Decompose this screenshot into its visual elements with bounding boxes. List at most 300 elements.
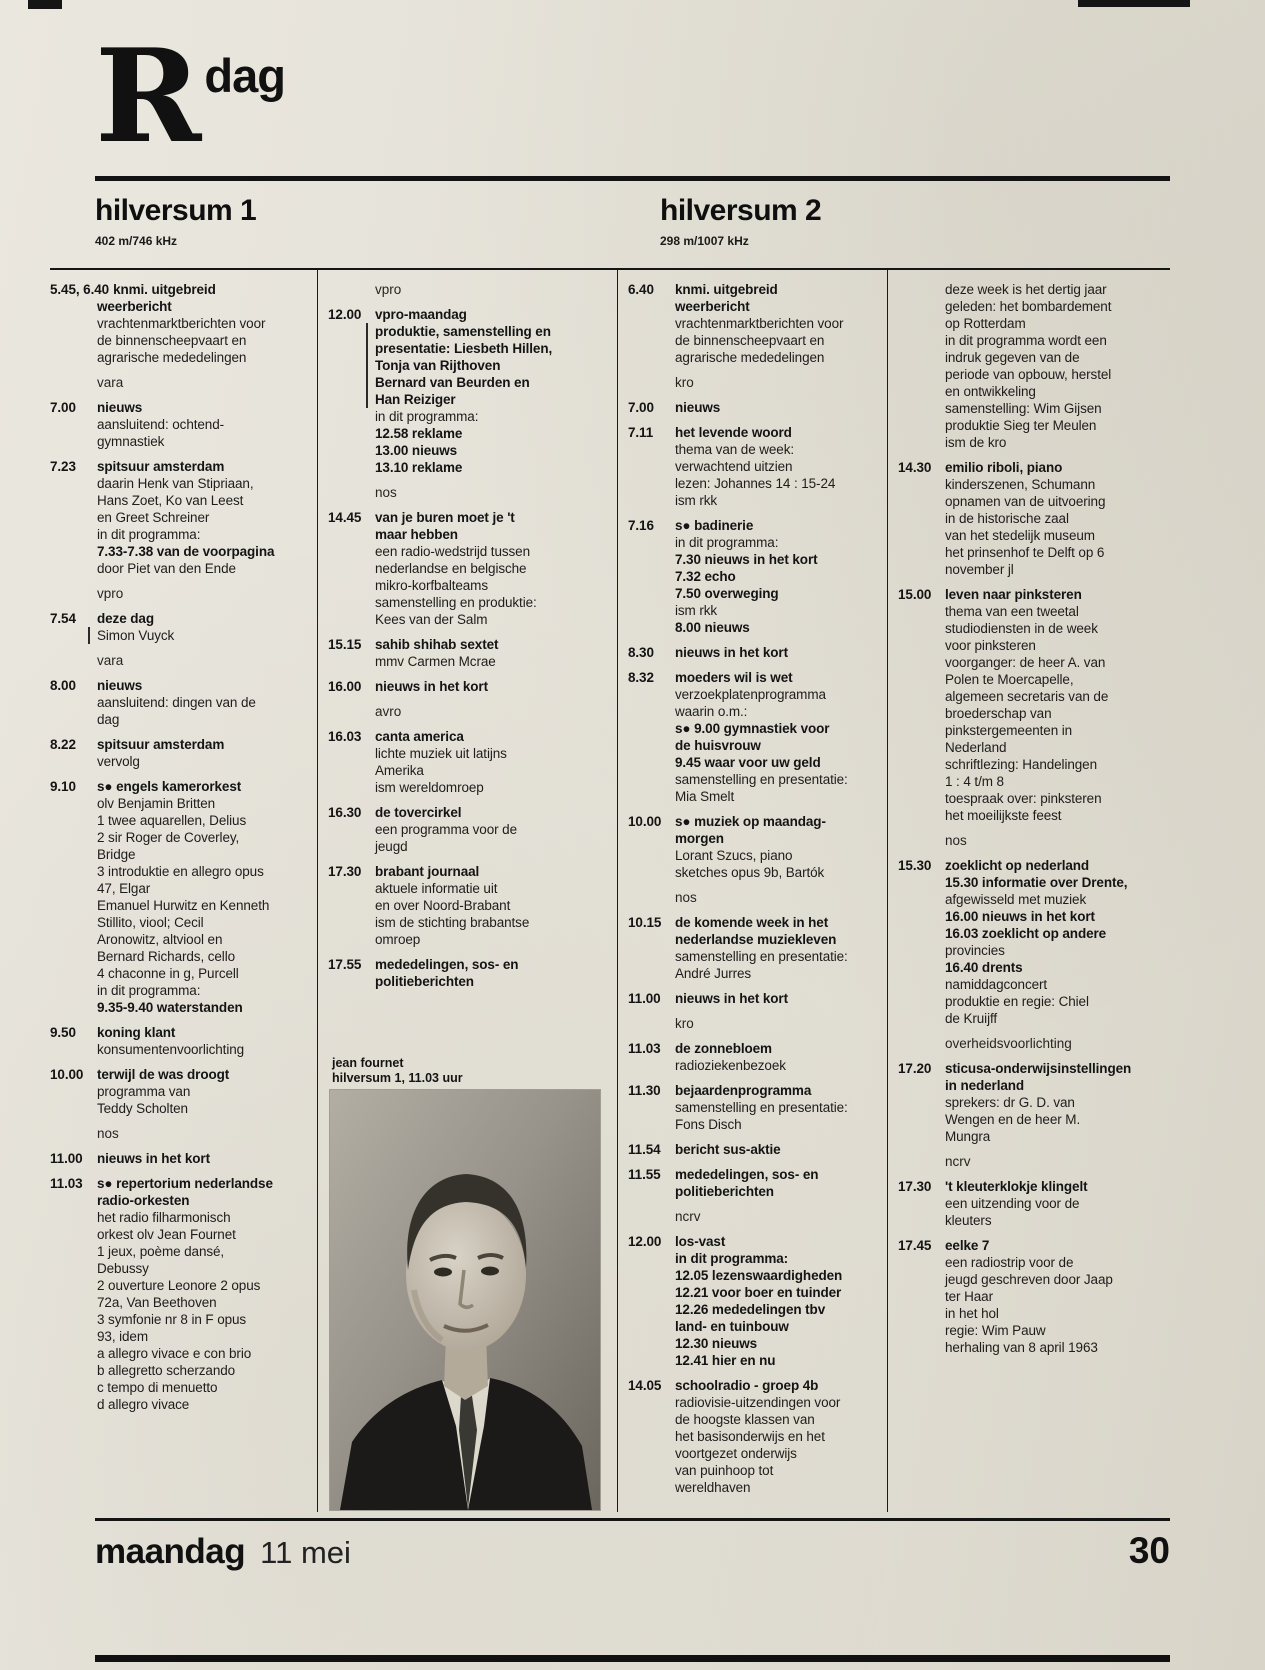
magazine-logo <box>95 22 285 172</box>
program-detail-line: 15.30 informatie over Drente, <box>945 875 1128 890</box>
program-detail-line: in de historische zaal <box>945 511 1069 526</box>
program-time: 12.00 <box>328 307 362 322</box>
program-detail-line: Simon Vuyck <box>88 627 309 644</box>
program-title: knmi. uitgebreid <box>675 282 778 297</box>
page-number: 30 <box>1128 1530 1170 1571</box>
program-title: de tovercirkel <box>375 805 462 820</box>
program-detail-line: 12.41 hier en nu <box>675 1353 776 1368</box>
program-detail-line: de binnenscheepvaart en <box>97 333 247 348</box>
program-title: emilio riboli, piano <box>945 460 1063 475</box>
station-header-hilversum-2 <box>660 194 821 248</box>
header-rule <box>95 176 1170 181</box>
program-entry <box>628 644 879 661</box>
program-title: moeders wil is wet <box>675 670 793 685</box>
program-time: 17.55 <box>328 957 362 972</box>
station-name: hilversum 1 <box>95 194 257 227</box>
program-detail-line: het radio filharmonisch <box>97 1210 231 1225</box>
program-title: los-vast <box>675 1234 726 1249</box>
program-detail-line: het basisonderwijs en het <box>675 1429 825 1444</box>
program-detail-line: wereldhaven <box>675 1480 751 1495</box>
program-detail-line: 4 chaconne in g, Purcell <box>97 966 239 981</box>
program-detail-line: op Rotterdam <box>945 316 1026 331</box>
program-detail-line: produktie en regie: Chiel <box>945 994 1089 1009</box>
schedule-column <box>618 270 888 1512</box>
program-detail-line: d allegro vivace <box>97 1397 190 1412</box>
program-time: 11.00 <box>628 991 661 1006</box>
program-detail-line: konsumentenvoorlichting <box>97 1042 245 1057</box>
program-detail-line: Wengen en de heer M. <box>945 1112 1081 1127</box>
schedule-column <box>888 270 1170 1512</box>
program-time: 11.30 <box>628 1083 661 1098</box>
program-detail-line: Nederland <box>945 740 1007 755</box>
program-detail-line: in dit programma wordt een <box>945 333 1107 348</box>
program-detail-line: een programma voor de <box>375 822 517 837</box>
program-time: 8.30 <box>628 645 654 660</box>
program-title: spitsuur amsterdam <box>97 459 225 474</box>
program-entry <box>628 813 879 881</box>
program-entry <box>328 306 609 476</box>
program-detail-line: de hoogste klassen van <box>675 1412 815 1427</box>
program-detail-line: 47, Elgar <box>97 881 151 896</box>
program-detail-line: Stillito, viool; Cecil <box>97 915 204 930</box>
program-title: nieuws in het kort <box>375 679 488 694</box>
program-detail-line: b allegretto scherzando <box>97 1363 236 1378</box>
program-detail-line: ter Haar <box>945 1289 993 1304</box>
program-detail-line: gymnastiek <box>97 434 165 449</box>
program-detail-line: Bernard Richards, cello <box>97 949 236 964</box>
program-time: 15.00 <box>898 587 932 602</box>
program-detail-line: een radiostrip voor de <box>945 1255 1074 1270</box>
program-time: 11.03 <box>50 1176 83 1191</box>
program-detail-line: 12.05 lezenswaardigheden <box>675 1268 843 1283</box>
program-detail-line: aktuele informatie uit <box>375 881 498 896</box>
program-title: nieuws <box>97 400 143 415</box>
program-detail-line: 12.30 nieuws <box>675 1336 758 1351</box>
program-detail-line: 93, idem <box>97 1329 148 1344</box>
program-detail-line: morgen <box>675 831 724 846</box>
program-detail-line: dag <box>97 712 120 727</box>
program-entry <box>50 610 309 644</box>
station-frequency: 402 m/746 kHz <box>95 234 178 248</box>
program-detail-line: voortgezet onderwijs <box>675 1446 797 1461</box>
program-time: 7.16 <box>628 518 654 533</box>
program-detail-line: in dit programma: <box>675 535 779 550</box>
program-detail-line: voor pinksteren <box>945 638 1036 653</box>
program-time: 10.00 <box>628 814 662 829</box>
program-entry <box>628 281 879 366</box>
program-title: mededelingen, sos- en <box>675 1167 819 1182</box>
program-time: 17.30 <box>328 864 362 879</box>
program-title: vpro-maandag <box>375 307 467 322</box>
photo-caption <box>332 1056 463 1086</box>
program-detail-line: olv Benjamin Britten <box>97 796 216 811</box>
program-detail-line: Aronowitz, altviool en <box>97 932 223 947</box>
program-detail-line: thema van een tweetal <box>945 604 1079 619</box>
program-detail-line: waarin o.m.: <box>675 704 748 719</box>
photo-jean-fournet <box>330 1090 600 1510</box>
program-detail-line: Lorant Szucs, piano <box>675 848 793 863</box>
program-entry <box>328 956 609 990</box>
program-title: brabant journaal <box>375 864 480 879</box>
program-detail-line: studiodiensten in de week <box>945 621 1098 636</box>
program-detail-line: verwachtend uitzien <box>675 459 793 474</box>
program-entry <box>50 458 309 577</box>
program-detail-line: samenstelling en presentatie: <box>675 772 848 787</box>
program-title: bejaardenprogramma <box>675 1083 812 1098</box>
program-entry <box>328 804 609 855</box>
program-title: s● repertorium nederlandse <box>97 1176 273 1191</box>
program-time: 17.30 <box>898 1179 932 1194</box>
program-detail-line: 12.21 voor boer en tuinder <box>675 1285 842 1300</box>
program-detail-line: namiddagconcert <box>945 977 1048 992</box>
program-time: 15.15 <box>328 637 362 652</box>
network-label: ncrv <box>945 1154 971 1169</box>
program-time: 8.32 <box>628 670 654 685</box>
program-detail-line: de huisvrouw <box>675 738 761 753</box>
program-time: 7.54 <box>50 611 76 626</box>
program-detail-line: november jl <box>945 562 1014 577</box>
program-entry <box>50 1150 309 1167</box>
program-detail-line: lezen: Johannes 14 : 15-24 <box>675 476 836 491</box>
program-detail-line: maar hebben <box>375 527 458 542</box>
program-detail-line: verzoekplatenprogramma <box>675 687 826 702</box>
program-detail-line: politieberichten <box>675 1184 774 1199</box>
program-time: 8.22 <box>50 737 76 752</box>
program-entry <box>898 281 1162 451</box>
network-label: vara <box>97 653 124 668</box>
program-entry <box>50 399 309 450</box>
program-time: 12.00 <box>628 1234 662 1249</box>
program-title: nieuws in het kort <box>675 991 788 1006</box>
program-detail-line: jeugd geschreven door Jaap <box>945 1272 1113 1287</box>
program-detail-line: programma van <box>97 1084 191 1099</box>
program-detail-line: van puinhoop tot <box>675 1463 774 1478</box>
footer-day-label: maandag <box>95 1532 246 1571</box>
program-title: s● engels kamerorkest <box>97 779 242 794</box>
program-detail-line: Bridge <box>97 847 136 862</box>
program-detail-line: voorganger: de heer A. van <box>945 655 1106 670</box>
bottom-rule <box>95 1655 1170 1662</box>
schedule-grid <box>50 268 1170 1512</box>
program-title: canta america <box>375 729 464 744</box>
program-entry <box>328 678 609 695</box>
program-entry <box>898 857 1162 1027</box>
program-title: nieuws <box>97 678 143 693</box>
program-detail-line: in dit programma: <box>375 409 479 424</box>
program-detail-line: Hans Zoet, Ko van Leest <box>97 493 244 508</box>
program-detail-line: 12.58 reklame <box>375 426 463 441</box>
program-detail-line: in het hol <box>945 1306 999 1321</box>
program-detail-line: radio-orkesten <box>97 1193 190 1208</box>
program-detail-line: 2 ouverture Leonore 2 opus <box>97 1278 261 1293</box>
program-detail-line: 7.50 overweging <box>675 586 779 601</box>
network-label: vpro <box>97 586 124 601</box>
program-detail-line: van het stedelijk museum <box>945 528 1095 543</box>
program-detail-line: een radio-wedstrijd tussen <box>375 544 530 559</box>
program-detail-line: orkest olv Jean Fournet <box>97 1227 236 1242</box>
program-detail-line: pinkstergemeenten in <box>945 723 1073 738</box>
program-detail-line: Polen te Moercapelle, <box>945 672 1074 687</box>
program-detail-line: ism de stichting brabantse <box>375 915 530 930</box>
program-time <box>898 281 945 298</box>
program-title: koning klant <box>97 1025 176 1040</box>
program-detail-line: André Jurres <box>675 966 752 981</box>
program-time: 11.55 <box>628 1167 661 1182</box>
schedule-column <box>318 270 618 1512</box>
program-detail-line: vrachtenmarktberichten voor <box>97 316 266 331</box>
program-detail-line: kleuters <box>945 1213 992 1228</box>
program-detail-line: ism wereldomroep <box>375 780 484 795</box>
program-detail-line: ism rkk <box>675 603 718 618</box>
program-time: 15.30 <box>898 858 932 873</box>
program-detail-line: nederlandse muziekleven <box>675 932 837 947</box>
program-entry <box>628 990 879 1007</box>
program-title: sahib shihab sextet <box>375 637 499 652</box>
program-detail-line: algemeen secretaris van de <box>945 689 1109 704</box>
program-entry <box>628 399 879 416</box>
network-label: vpro <box>375 282 402 297</box>
program-detail-line: 1 twee aquarellen, Delius <box>97 813 247 828</box>
program-detail-line: 7.30 nieuws in het kort <box>675 552 818 567</box>
station-headers <box>95 194 1170 248</box>
program-entry <box>328 636 609 670</box>
program-time: 7.11 <box>628 425 654 440</box>
program-detail-line: mmv Carmen Mcrae <box>375 654 496 669</box>
station-name: hilversum 2 <box>660 194 822 227</box>
program-time: 9.10 <box>50 779 76 794</box>
network-label: avro <box>375 704 402 719</box>
program-detail-line: agrarische mededelingen <box>97 350 247 365</box>
program-entry <box>898 1178 1162 1229</box>
program-entry <box>628 517 879 636</box>
program-detail-line: periode van opbouw, herstel <box>945 367 1112 382</box>
program-detail-line: en over Noord-Brabant <box>375 898 511 913</box>
program-detail-line: Han Reiziger <box>366 391 609 408</box>
program-detail-line: 9.35-9.40 waterstanden <box>97 1000 243 1015</box>
program-entry <box>628 424 879 509</box>
footer-date-label: 11 mei <box>260 1535 351 1570</box>
network-label: ncrv <box>675 1209 701 1224</box>
program-detail-line: 13.10 reklame <box>375 460 463 475</box>
program-title: s● muziek op maandag- <box>675 814 826 829</box>
program-detail-line: 13.00 nieuws <box>375 443 458 458</box>
program-detail-line: aansluitend: dingen van de <box>97 695 256 710</box>
program-time: 7.00 <box>628 400 654 415</box>
program-detail-line: 16.03 zoeklicht op andere <box>945 926 1107 941</box>
program-detail-line: daarin Henk van Stipriaan, <box>97 476 254 491</box>
program-entry <box>50 1066 309 1117</box>
program-entry <box>628 1141 879 1158</box>
program-detail-line: een uitzending voor de <box>945 1196 1080 1211</box>
program-title: spitsuur amsterdam <box>97 737 225 752</box>
program-time: 7.23 <box>50 459 76 474</box>
network-label: nos <box>375 485 397 500</box>
program-time: 11.03 <box>628 1041 661 1056</box>
program-title: mededelingen, sos- en <box>375 957 519 972</box>
footer <box>95 1530 1170 1572</box>
program-time: 14.30 <box>898 460 932 475</box>
program-detail-line: lichte muziek uit latijns <box>375 746 507 761</box>
program-detail-line: indruk gegeven van de <box>945 350 1080 365</box>
program-title: deze week is het dertig jaar <box>945 282 1107 297</box>
program-time: 11.54 <box>628 1142 661 1157</box>
program-detail-line: sprekers: dr G. D. van <box>945 1095 1075 1110</box>
program-title: s● badinerie <box>675 518 754 533</box>
program-time: 9.50 <box>50 1025 76 1040</box>
program-entry <box>628 1082 879 1133</box>
program-detail-line: broederschap van <box>945 706 1052 721</box>
program-title: eelke 7 <box>945 1238 990 1253</box>
program-detail-line: 1 : 4 t/m 8 <box>945 774 1004 789</box>
program-detail-line: a allegro vivace e con brio <box>97 1346 252 1361</box>
program-detail-line: omroep <box>375 932 421 947</box>
program-detail-line: presentatie: Liesbeth Hillen, <box>366 340 609 357</box>
program-title: bericht sus-aktie <box>675 1142 781 1157</box>
program-detail-line: Kees van der Salm <box>375 612 488 627</box>
footer-rule <box>95 1518 1170 1521</box>
program-entry <box>628 1377 879 1496</box>
network-label: kro <box>675 1016 694 1031</box>
scan-artifact <box>28 0 62 9</box>
program-detail-line: en ontwikkeling <box>945 384 1036 399</box>
program-detail-line: samenstelling en presentatie: <box>675 1100 848 1115</box>
program-time: 17.20 <box>898 1061 932 1076</box>
program-detail-line: schriftlezing: Handelingen <box>945 757 1097 772</box>
program-time: 16.03 <box>328 729 362 744</box>
program-entry <box>50 736 309 770</box>
program-detail-line: vrachtenmarktberichten voor <box>675 316 844 331</box>
program-detail-line: 72a, Van Beethoven <box>97 1295 217 1310</box>
program-detail-line: het moeilijkste feest <box>945 808 1062 823</box>
program-time: 7.00 <box>50 400 76 415</box>
station-header-hilversum-1 <box>95 194 660 248</box>
program-detail-line: 3 symfonie nr 8 in F opus <box>97 1312 247 1327</box>
program-detail-line: regie: Wim Pauw <box>945 1323 1046 1338</box>
program-time: 11.00 <box>50 1151 83 1166</box>
program-title: knmi. uitgebreid <box>113 282 216 297</box>
program-title: schoolradio - groep 4b <box>675 1378 819 1393</box>
program-detail-line: thema van de week: <box>675 442 795 457</box>
program-detail-line: Bernard van Beurden en <box>366 374 609 391</box>
program-time: 17.45 <box>898 1238 932 1253</box>
program-detail-line: Mungra <box>945 1129 991 1144</box>
program-time: 10.15 <box>628 915 662 930</box>
program-title: nieuws <box>675 400 721 415</box>
logo-r-letter: R <box>95 22 199 172</box>
program-detail-line: vervolg <box>97 754 140 769</box>
program-detail-line: 3 introduktie en allegro opus <box>97 864 264 879</box>
program-detail-line: radioziekenbezoek <box>675 1058 786 1073</box>
program-title: terwijl de was droogt <box>97 1067 230 1082</box>
program-entry <box>628 1233 879 1369</box>
program-detail-line: afgewisseld met muziek <box>945 892 1087 907</box>
program-time: 16.00 <box>328 679 362 694</box>
program-entry <box>50 677 309 728</box>
program-detail-line: produktie, samenstelling en <box>366 323 609 340</box>
program-detail-line: 2 sir Roger de Coverley, <box>97 830 240 845</box>
program-detail-line: Mia Smelt <box>675 789 735 804</box>
program-detail-line: aansluitend: ochtend- <box>97 417 224 432</box>
program-detail-line: ism rkk <box>675 493 718 508</box>
program-detail-line: het prinsenhof te Delft op 6 <box>945 545 1105 560</box>
program-detail-line: Fons Disch <box>675 1117 742 1132</box>
program-entry <box>328 728 609 796</box>
program-entry <box>898 1060 1162 1145</box>
program-title: de komende week in het <box>675 915 829 930</box>
program-detail-line: radiovisie-uitzendingen voor <box>675 1395 841 1410</box>
schedule-column <box>50 270 318 1512</box>
program-detail-line: samenstelling: Wim Gijsen <box>945 401 1102 416</box>
program-detail-line: in dit programma: <box>97 527 201 542</box>
program-detail-line: de binnenscheepvaart en <box>675 333 825 348</box>
program-entry <box>628 914 879 982</box>
program-entry <box>50 778 309 1016</box>
program-detail-line: in nederland <box>945 1078 1025 1093</box>
logo-dag-text: dag <box>204 49 285 102</box>
network-label: overheidsvoorlichting <box>945 1036 1072 1051</box>
program-detail-line: samenstelling en presentatie: <box>675 949 848 964</box>
program-detail-line: 16.40 drents <box>945 960 1023 975</box>
program-detail-line: kinderszenen, Schumann <box>945 477 1096 492</box>
program-detail-line: opnamen van de uitvoering <box>945 494 1106 509</box>
program-time: 10.00 <box>50 1067 84 1082</box>
program-detail-line: provincies <box>945 943 1005 958</box>
program-title: zoeklicht op nederland <box>945 858 1090 873</box>
program-title: de zonnebloem <box>675 1041 772 1056</box>
program-detail-line: politieberichten <box>375 974 474 989</box>
program-entry <box>628 1040 879 1074</box>
program-detail-line: samenstelling en produktie: <box>375 595 537 610</box>
program-detail-line: door Piet van den Ende <box>97 561 236 576</box>
program-detail-line: en Greet Schreiner <box>97 510 210 525</box>
network-label: vara <box>97 375 124 390</box>
program-detail-line: jeugd <box>375 839 408 854</box>
program-entry <box>50 1024 309 1058</box>
network-label: kro <box>675 375 694 390</box>
program-detail-line: agrarische mededelingen <box>675 350 825 365</box>
program-time: 14.45 <box>328 510 362 525</box>
program-detail-line: 1 jeux, poème dansé, <box>97 1244 225 1259</box>
program-detail-line: weerbericht <box>675 299 750 314</box>
program-detail-line: de Kruijff <box>945 1011 998 1026</box>
program-entry <box>50 281 309 366</box>
program-entry <box>328 863 609 948</box>
program-detail-line: in dit programma: <box>675 1251 789 1266</box>
program-detail-line: 16.00 nieuws in het kort <box>945 909 1095 924</box>
program-time: 5.45, 6.40 <box>50 282 110 297</box>
program-detail-line: weerbericht <box>97 299 172 314</box>
program-entry <box>898 586 1162 824</box>
program-detail-line: 7.33-7.38 van de voorpagina <box>97 544 275 559</box>
program-time: 16.30 <box>328 805 362 820</box>
program-entry <box>50 1175 309 1413</box>
program-time: 14.05 <box>628 1378 662 1393</box>
program-detail-line: nederlandse en belgische <box>375 561 527 576</box>
program-time: 8.00 <box>50 678 76 693</box>
program-entry <box>328 509 609 628</box>
program-title: 't kleuterklokje klingelt <box>945 1179 1088 1194</box>
program-detail-line: s● 9.00 gymnastiek voor <box>675 721 830 736</box>
program-detail-line: Teddy Scholten <box>97 1101 188 1116</box>
program-detail-line: Amerika <box>375 763 424 778</box>
program-entry <box>898 459 1162 578</box>
program-detail-line: in dit programma: <box>97 983 201 998</box>
program-detail-line: mikro-korfbalteams <box>375 578 488 593</box>
program-detail-line: toespraak over: pinksteren <box>945 791 1102 806</box>
portrait-photo-illustration <box>330 1090 600 1510</box>
program-detail-line: Debussy <box>97 1261 149 1276</box>
program-title: nieuws in het kort <box>675 645 788 660</box>
